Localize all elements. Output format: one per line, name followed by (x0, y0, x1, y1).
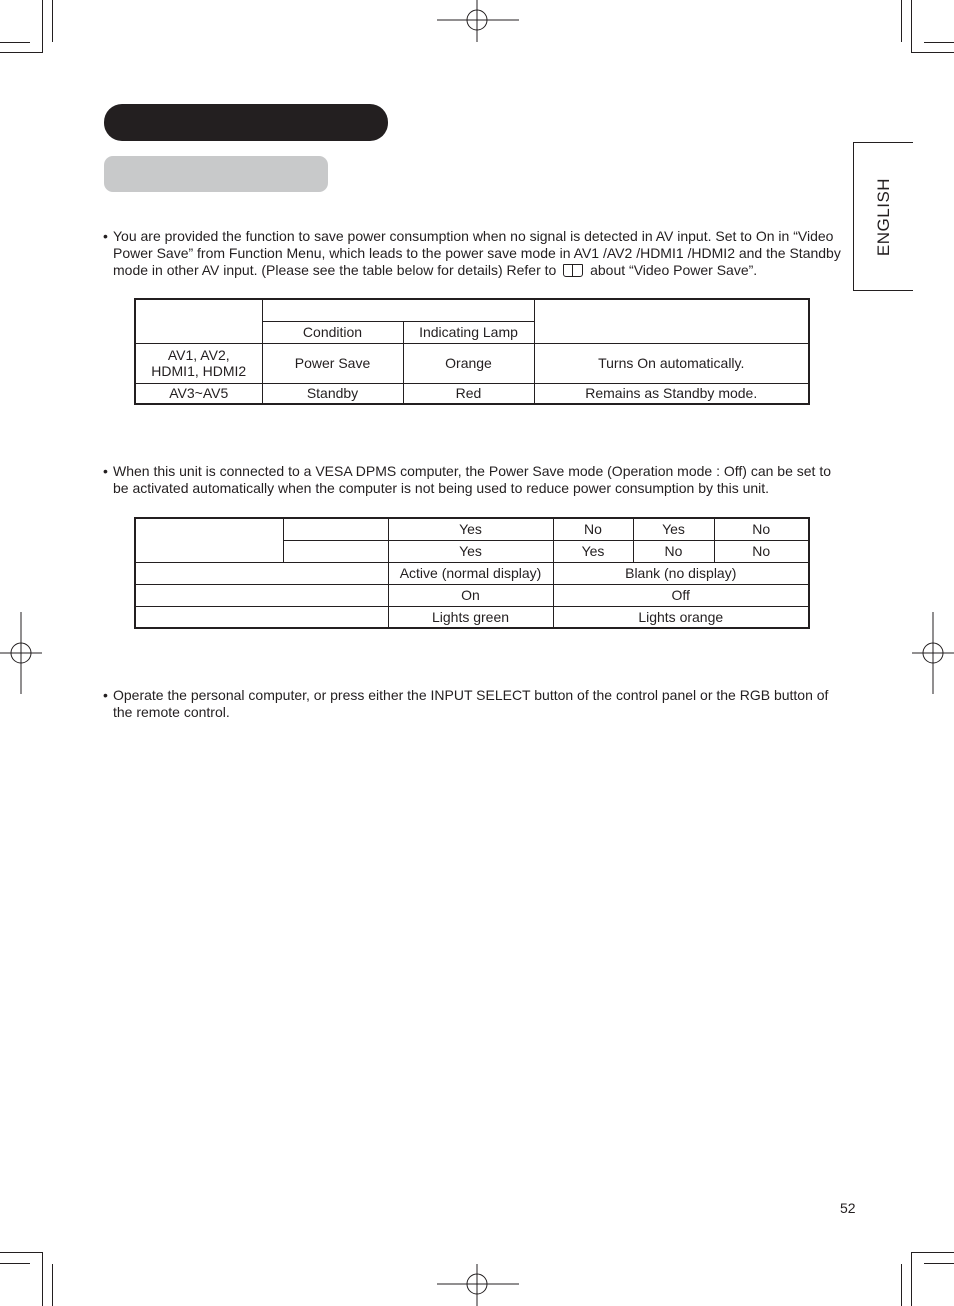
power-off-cell: Off (553, 584, 809, 606)
table-row (135, 383, 809, 404)
lamp-cell: Orange (403, 343, 534, 383)
lamp-cell: Red (403, 383, 534, 404)
section-title-bar (104, 104, 388, 141)
sync-cell: No (714, 540, 809, 562)
bullet: • (103, 687, 108, 703)
table-header-cell (135, 606, 388, 628)
sync-cell: No (714, 518, 809, 540)
power-save-table (134, 298, 810, 405)
result-cell: Turns On automatically. (534, 343, 809, 383)
condition-cell: Standby (262, 383, 403, 404)
bullet: • (103, 228, 108, 244)
header-indicating-lamp: Indicating Lamp (403, 321, 534, 343)
dpms-table (134, 517, 810, 629)
sync-cell: Yes (388, 540, 553, 562)
table-header-cell (135, 518, 283, 562)
paragraph-text: When this unit is connected to a VESA DPMS computer, the Power Save mode (Operation mode : Off) can be set to be activated automatically when the computer is not being used to reduce power consumption by this unit. (113, 463, 831, 496)
sync-cell: Yes (388, 518, 553, 540)
sync-cell: Yes (553, 540, 633, 562)
registration-target-right (912, 612, 954, 694)
table-header-cell (135, 562, 388, 584)
input-cell: AV1, AV2, HDMI1, HDMI2 (135, 343, 262, 383)
table-row (135, 343, 809, 383)
lamp-green-cell: Lights green (388, 606, 553, 628)
display-active-cell: Active (normal display) (388, 562, 553, 584)
header-condition: Condition (262, 321, 403, 343)
registration-target-top (437, 0, 519, 42)
power-on-cell: On (388, 584, 553, 606)
display-blank-cell: Blank (no display) (553, 562, 809, 584)
table-header-cell (534, 299, 809, 343)
table-header-cell (135, 299, 262, 343)
table-header-cell (283, 540, 388, 562)
table-header-cell (262, 299, 534, 321)
paragraph-text: Operate the personal computer, or press either the INPUT SELECT button of the control panel or the RGB button of the remote control. (113, 687, 829, 720)
table-row (135, 518, 809, 540)
table-row (135, 606, 809, 628)
page-number: 52 (840, 1200, 856, 1216)
table-header-cell (135, 584, 388, 606)
registration-target-left (0, 612, 42, 694)
recovery-paragraph (103, 687, 848, 721)
input-cell: AV3~AV5 (135, 383, 262, 404)
dpms-paragraph (103, 463, 848, 497)
result-cell: Remains as Standby mode. (534, 383, 809, 404)
table-row (135, 562, 809, 584)
language-tab (853, 142, 913, 291)
lamp-orange-cell: Lights orange (553, 606, 809, 628)
sync-cell: Yes (633, 518, 714, 540)
video-power-save-paragraph (103, 228, 848, 279)
paragraph-text: You are provided the function to save power consumption when no signal is detected in AV input. Set to On in “Video Power Save” from Function Menu, which leads to the power save mode in AV1 /AV2 /HDMI1 /HDMI2 and the Standby mode in other AV input. (Please see the table below for details) Refer to (113, 228, 841, 278)
subsection-title-bar (104, 156, 328, 192)
table-header-cell (283, 518, 388, 540)
bullet: • (103, 463, 108, 479)
sync-cell: No (633, 540, 714, 562)
registration-target-bottom (437, 1264, 519, 1306)
table-row (135, 584, 809, 606)
paragraph-text-end: about “Video Power Save”. (590, 262, 758, 278)
sync-cell: No (553, 518, 633, 540)
condition-cell: Power Save (262, 343, 403, 383)
language-label: ENGLISH (873, 177, 893, 256)
book-icon (563, 264, 583, 277)
